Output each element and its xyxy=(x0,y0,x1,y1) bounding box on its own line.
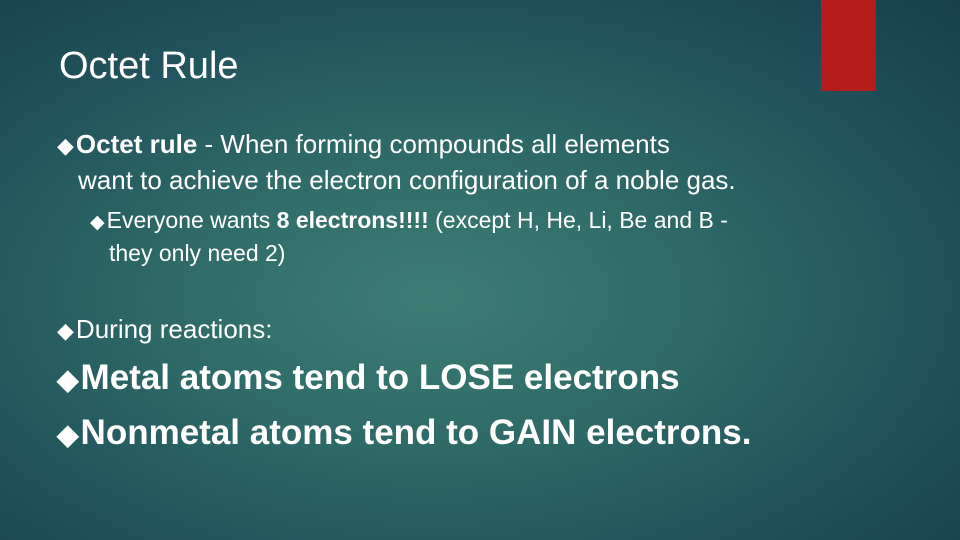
sub-bullet-eight-electrons xyxy=(90,205,880,269)
bullet-during-reactions xyxy=(57,312,272,348)
metal-atoms-text: Metal atoms tend to LOSE electrons xyxy=(80,358,680,397)
bullet-metal-atoms xyxy=(57,357,680,401)
red-accent-bar xyxy=(821,0,876,91)
diamond-bullet-icon: ◆ xyxy=(57,419,79,450)
sub-bullet-emphasis: 8 electrons!!!! xyxy=(276,207,429,233)
diamond-bullet-icon: ◆ xyxy=(57,133,74,158)
bullet-nonmetal-atoms xyxy=(57,412,751,456)
diamond-bullet-icon: ◆ xyxy=(57,318,74,343)
during-reactions-text: During reactions: xyxy=(75,314,273,344)
diamond-bullet-icon: ◆ xyxy=(90,212,105,233)
slide-title: Octet Rule xyxy=(59,45,239,87)
diamond-bullet-icon: ◆ xyxy=(57,364,79,395)
octet-rule-definition-line2: want to achieve the electron configuration of a noble gas. xyxy=(78,165,736,195)
nonmetal-atoms-text: Nonmetal atoms tend to GAIN electrons. xyxy=(80,413,752,452)
sub-bullet-line2: they only need 2) xyxy=(109,240,286,266)
sub-bullet-exception: (except H, He, Li, Be and B - xyxy=(428,207,728,233)
octet-rule-definition-line1: - When forming compounds all elements xyxy=(197,129,670,159)
bullet-octet-rule xyxy=(57,127,897,198)
sub-bullet-lead: Everyone wants xyxy=(106,207,277,233)
octet-rule-term: Octet rule xyxy=(75,129,198,159)
